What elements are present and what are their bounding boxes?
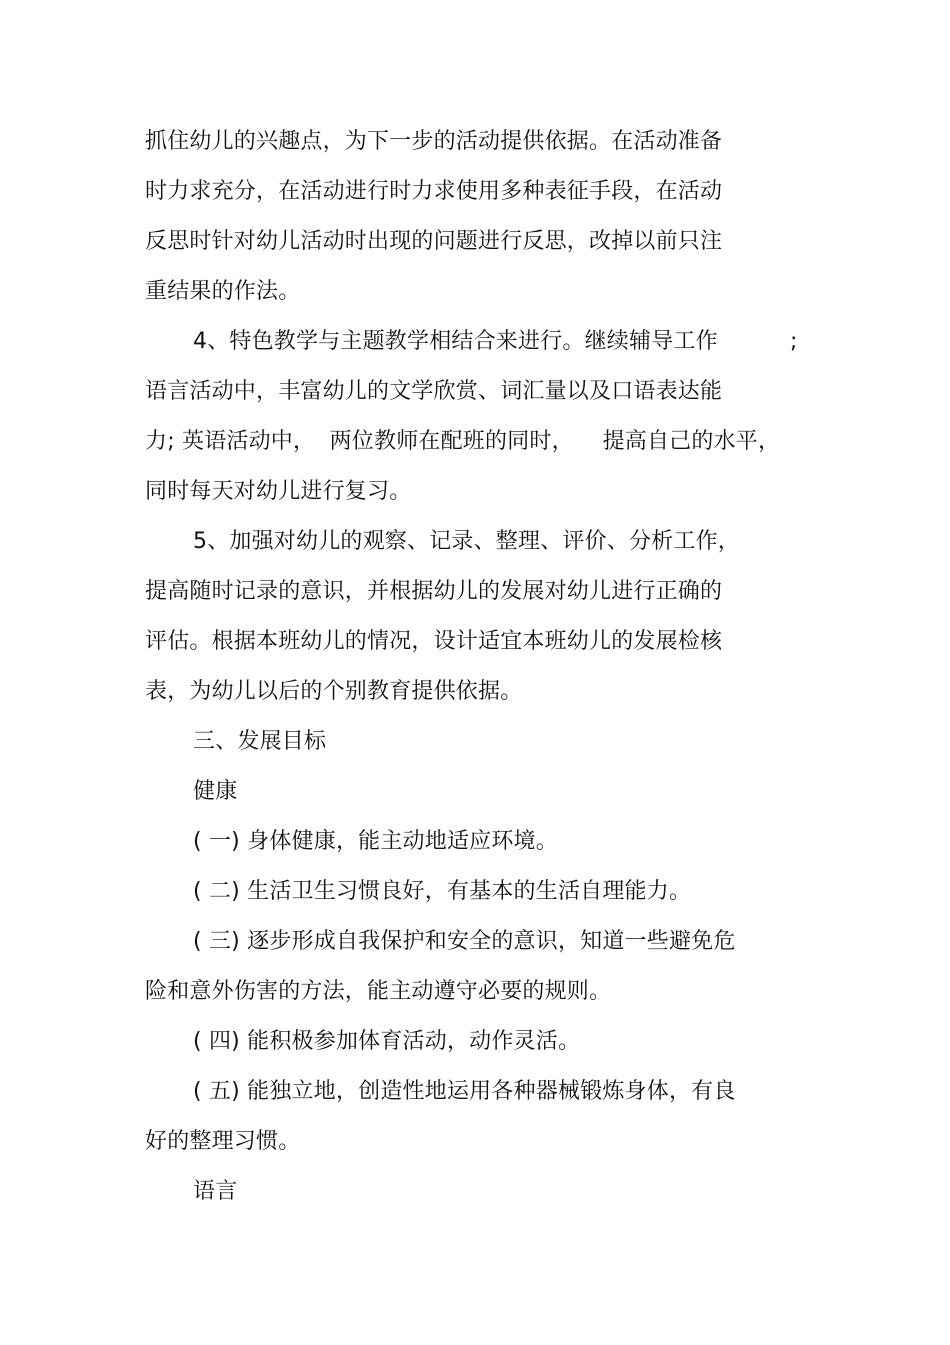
list-item: ( 五) 能独立地，创造性地运用各种器械锻炼身体，有良 <box>193 1079 736 1104</box>
subsection-heading: 语言 <box>193 1179 238 1204</box>
text-line: 5、加强对幼儿的观察、记录、整理、评价、分析工作， <box>193 529 740 554</box>
section-heading: 三、发展目标 <box>193 729 327 754</box>
text-line: 提高随时记录的意识，并根据幼儿的发展对幼儿进行正确的 <box>145 579 723 604</box>
text-line: 险和意外伤害的方法，能主动遵守必要的规则。 <box>145 979 612 1004</box>
text-line: 好的整理习惯。 <box>145 1129 301 1154</box>
text-line: 语言活动中，丰富幼儿的文学欣赏、词汇量以及口语表达能 <box>145 379 723 404</box>
list-item: ( 二) 生活卫生习惯良好，有基本的生活自理能力。 <box>193 879 692 904</box>
list-item: ( 四) 能积极参加体育活动，动作灵活。 <box>193 1029 581 1054</box>
text-line: 表，为幼儿以后的个别教育提供依据。 <box>145 679 523 704</box>
list-item: ( 三) 逐步形成自我保护和安全的意识，知道一些避免危 <box>193 929 736 954</box>
text-line: 力; 英语活动中， 两位教师在配班的同时， 提高自己的水平， <box>145 429 781 454</box>
subsection-heading: 健康 <box>193 779 238 804</box>
list-item: ( 一) 身体健康，能主动地适应环境。 <box>193 829 558 854</box>
semicolon-mark: ; <box>790 329 798 354</box>
text-line: 4、特色教学与主题教学相结合来进行。继续辅导工作 <box>193 329 718 354</box>
text-line: 重结果的作法。 <box>145 279 301 304</box>
text-line: 评估。根据本班幼儿的情况，设计适宜本班幼儿的发展检核 <box>145 629 723 654</box>
text-line: 反思时针对幼儿活动时出现的问题进行反思，改掉以前只注 <box>145 229 723 254</box>
text-line: 同时每天对幼儿进行复习。 <box>145 479 412 504</box>
text-line: 时力求充分，在活动进行时力求使用多种表征手段，在活动 <box>145 179 723 204</box>
text-line: 抓住幼儿的兴趣点，为下一步的活动提供依据。在活动准备 <box>145 129 723 154</box>
